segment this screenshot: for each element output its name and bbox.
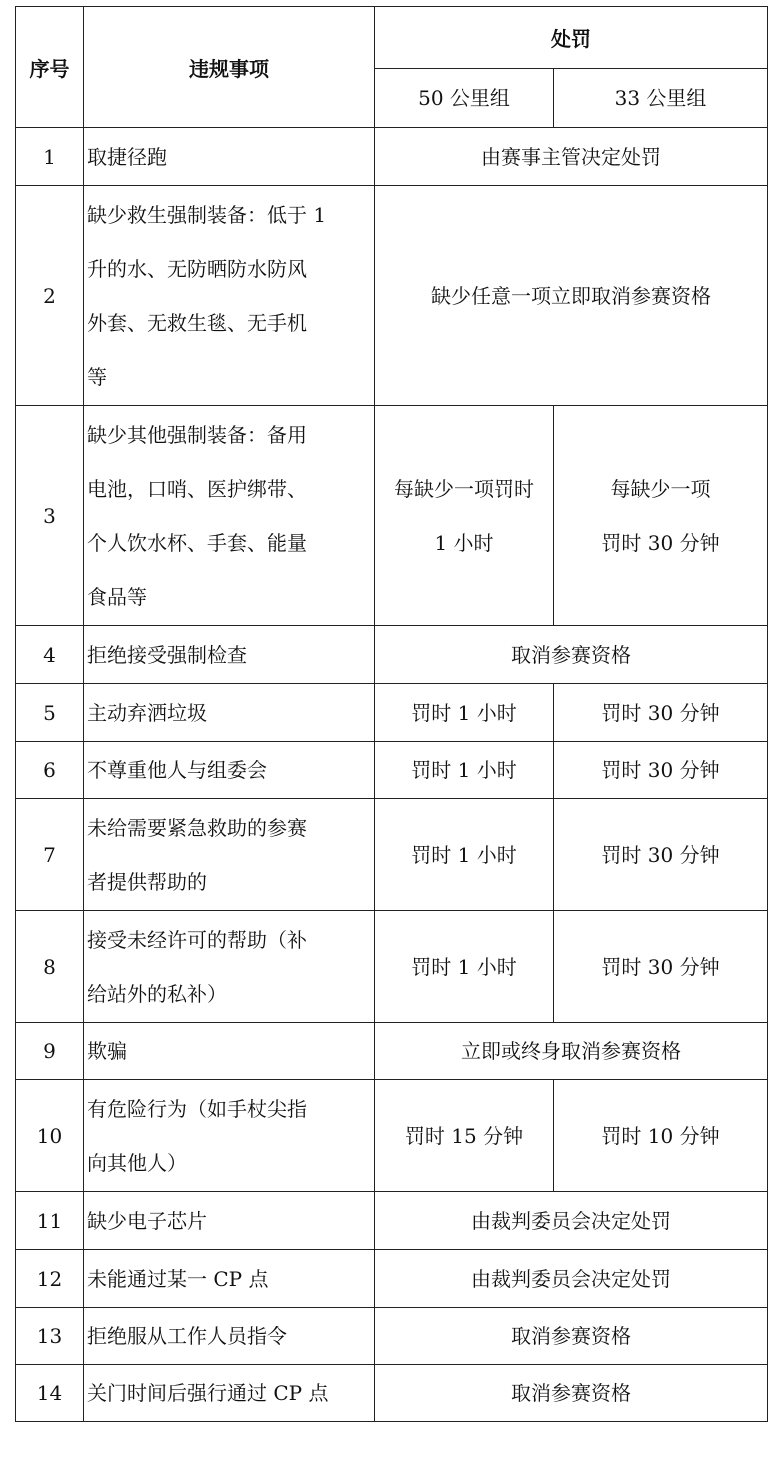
row-number: 5 <box>16 684 84 742</box>
table-row <box>16 186 768 406</box>
row-number: 8 <box>16 911 84 1023</box>
penalty-50km: 罚时 1 小时 <box>375 911 554 1023</box>
penalty-both: 立即或终身取消参赛资格 <box>375 1023 768 1080</box>
penalty-33km: 罚时 10 分钟 <box>554 1080 768 1192</box>
row-number: 2 <box>16 186 84 406</box>
penalty-both: 由裁判委员会决定处罚 <box>375 1192 768 1250</box>
violation-text: 关门时间后强行通过 CP 点 <box>84 1365 375 1422</box>
table-row <box>16 128 768 186</box>
penalty-both: 由裁判委员会决定处罚 <box>375 1250 768 1308</box>
violation-text <box>84 799 375 911</box>
row-number: 14 <box>16 1365 84 1422</box>
penalty-33km: 罚时 30 分钟 <box>554 742 768 799</box>
violation-text: 缺少电子芯片 <box>84 1192 375 1250</box>
violation-text: 拒绝服从工作人员指令 <box>84 1308 375 1365</box>
table-row <box>16 684 768 742</box>
penalty-both: 由赛事主管决定处罚 <box>375 128 768 186</box>
violation-line: 接受未经许可的帮助（补 <box>87 927 307 952</box>
violation-text: 主动弃洒垃圾 <box>84 684 375 742</box>
penalty-50km: 罚时 15 分钟 <box>375 1080 554 1192</box>
violation-line: 有危险行为（如手杖尖指 <box>87 1096 307 1121</box>
violation-line: 个人饮水杯、手套、能量 <box>87 530 307 555</box>
penalty-50km: 罚时 1 小时 <box>375 799 554 911</box>
penalty-table <box>15 6 768 1422</box>
penalty-both: 取消参赛资格 <box>375 1308 768 1365</box>
penalty-both: 缺少任意一项立即取消参赛资格 <box>375 186 768 406</box>
header-33km: 33 公里组 <box>554 69 768 128</box>
penalty-33km: 罚时 30 分钟 <box>554 911 768 1023</box>
penalty-both: 取消参赛资格 <box>375 1365 768 1422</box>
header-serial-no: 序号 <box>16 7 84 128</box>
row-number: 1 <box>16 128 84 186</box>
violation-line: 者提供帮助的 <box>87 869 207 894</box>
table-row <box>16 626 768 684</box>
penalty-33km: 罚时 30 分钟 <box>554 799 768 911</box>
table-row <box>16 1192 768 1250</box>
penalty-line: 每缺少一项 <box>610 476 711 501</box>
header-violation: 违规事项 <box>84 7 375 128</box>
violation-text <box>84 911 375 1023</box>
penalty-line: 1 小时 <box>434 530 494 555</box>
penalty-50km: 罚时 1 小时 <box>375 742 554 799</box>
table-row <box>16 911 768 1023</box>
violation-line: 给站外的私补） <box>87 981 227 1006</box>
header-50km: 50 公里组 <box>375 69 554 128</box>
violation-text <box>84 1080 375 1192</box>
violation-line: 外套、无救生毯、无手机 <box>87 310 307 335</box>
penalty-line: 罚时 30 分钟 <box>601 530 720 555</box>
header-penalty: 处罚 <box>375 7 768 69</box>
penalty-line: 每缺少一项罚时 <box>394 476 534 501</box>
penalty-both: 取消参赛资格 <box>375 626 768 684</box>
violation-text <box>84 406 375 626</box>
row-number: 4 <box>16 626 84 684</box>
violation-line: 向其他人） <box>87 1150 187 1175</box>
violation-text: 欺骗 <box>84 1023 375 1080</box>
row-number: 11 <box>16 1192 84 1250</box>
row-number: 10 <box>16 1080 84 1192</box>
violation-line: 未给需要紧急救助的参赛 <box>87 815 307 840</box>
penalty-33km: 罚时 30 分钟 <box>554 684 768 742</box>
table-row <box>16 1080 768 1192</box>
row-number: 9 <box>16 1023 84 1080</box>
table-row <box>16 1365 768 1422</box>
penalty-50km <box>375 406 554 626</box>
violation-line: 食品等 <box>87 584 147 609</box>
violation-text <box>84 186 375 406</box>
violation-line: 升的水、无防晒防水防风 <box>87 256 307 281</box>
table-row <box>16 406 768 626</box>
table-row <box>16 1308 768 1365</box>
violation-line: 缺少救生强制装备：低于 1 <box>87 202 327 227</box>
row-number: 13 <box>16 1308 84 1365</box>
table-row <box>16 799 768 911</box>
row-number: 7 <box>16 799 84 911</box>
table-row <box>16 1023 768 1080</box>
header-row <box>16 7 768 69</box>
table-row <box>16 742 768 799</box>
violation-text: 拒绝接受强制检查 <box>84 626 375 684</box>
penalty-50km: 罚时 1 小时 <box>375 684 554 742</box>
violation-line: 电池，口哨、医护绑带、 <box>87 476 307 501</box>
table-row <box>16 1250 768 1308</box>
row-number: 6 <box>16 742 84 799</box>
violation-line: 缺少其他强制装备：备用 <box>87 422 307 447</box>
penalty-33km <box>554 406 768 626</box>
row-number: 3 <box>16 406 84 626</box>
row-number: 12 <box>16 1250 84 1308</box>
violation-text: 取捷径跑 <box>84 128 375 186</box>
violation-text: 不尊重他人与组委会 <box>84 742 375 799</box>
violation-line: 等 <box>87 364 107 389</box>
violation-text: 未能通过某一 CP 点 <box>84 1250 375 1308</box>
